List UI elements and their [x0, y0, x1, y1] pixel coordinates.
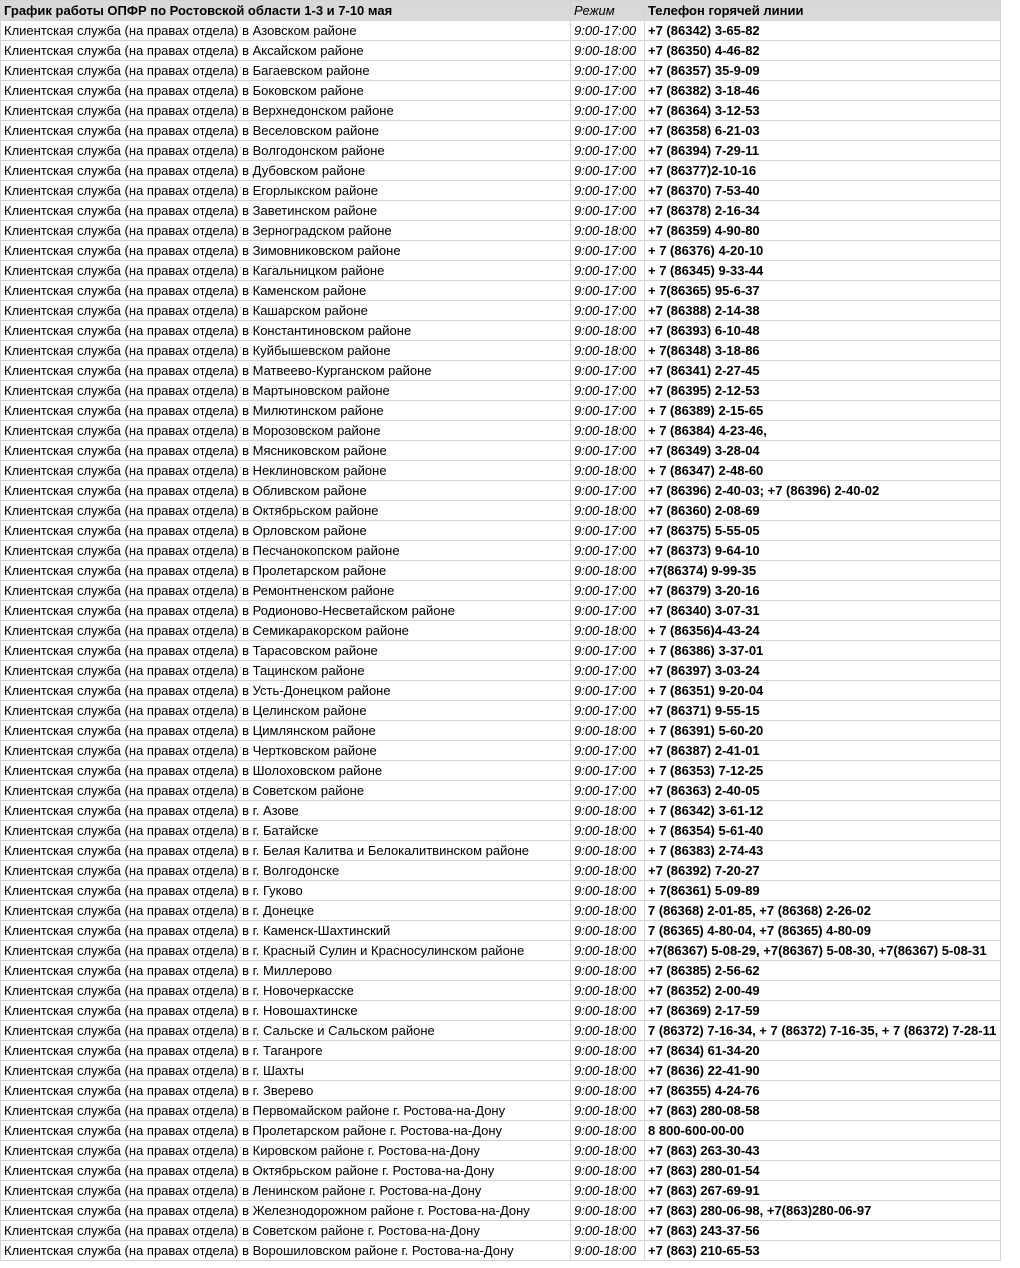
table-row: [1, 961, 1001, 981]
phone-cell: +7 (86359) 4-90-80: [645, 221, 1001, 241]
table-row: [1, 1061, 1001, 1081]
mode-cell: 9:00-18:00: [571, 801, 645, 821]
table-row: [1, 661, 1001, 681]
mode-cell: 9:00-17:00: [571, 101, 645, 121]
office-cell: Клиентская служба (на правах отдела) в г. Шахты: [1, 1061, 571, 1081]
office-cell: Клиентская служба (на правах отдела) в г. Таганроге: [1, 1041, 571, 1061]
table-row: [1, 461, 1001, 481]
phone-cell: +7 (86375) 5-55-05: [645, 521, 1001, 541]
mode-cell: 9:00-17:00: [571, 281, 645, 301]
mode-cell: 9:00-17:00: [571, 361, 645, 381]
phone-cell: +7 (86360) 2-08-69: [645, 501, 1001, 521]
table-row: [1, 1041, 1001, 1061]
office-cell: Клиентская служба (на правах отдела) в г. Азове: [1, 801, 571, 821]
mode-cell: 9:00-17:00: [571, 541, 645, 561]
table-row: [1, 101, 1001, 121]
phone-cell: +7 (86378) 2-16-34: [645, 201, 1001, 221]
phone-cell: +7 (86397) 3-03-24: [645, 661, 1001, 681]
phone-cell: +7 (86379) 3-20-16: [645, 581, 1001, 601]
phone-cell: +7 (863) 210-65-53: [645, 1241, 1001, 1261]
phone-cell: + 7 (86345) 9-33-44: [645, 261, 1001, 281]
office-cell: Клиентская служба (на правах отдела) в Аксайском районе: [1, 41, 571, 61]
mode-cell: 9:00-18:00: [571, 901, 645, 921]
mode-cell: 9:00-17:00: [571, 521, 645, 541]
phone-cell: +7 (86364) 3-12-53: [645, 101, 1001, 121]
phone-cell: + 7(86361) 5-09-89: [645, 881, 1001, 901]
table-row: [1, 341, 1001, 361]
phone-cell: +7 (863) 263-30-43: [645, 1141, 1001, 1161]
table-row: [1, 21, 1001, 41]
table-row: [1, 621, 1001, 641]
table-row: [1, 181, 1001, 201]
table-row: [1, 521, 1001, 541]
phone-cell: 7 (86365) 4-80-04, +7 (86365) 4-80-09: [645, 921, 1001, 941]
phone-cell: +7 (863) 280-08-58: [645, 1101, 1001, 1121]
table-row: [1, 941, 1001, 961]
mode-cell: 9:00-17:00: [571, 301, 645, 321]
phone-cell: +7 (863) 280-06-98, +7(863)280-06-97: [645, 1201, 1001, 1221]
office-cell: Клиентская служба (на правах отдела) в г. Гуково: [1, 881, 571, 901]
phone-cell: + 7 (86391) 5-60-20: [645, 721, 1001, 741]
mode-cell: 9:00-17:00: [571, 141, 645, 161]
phone-cell: +7 (86396) 2-40-03; +7 (86396) 2-40-02: [645, 481, 1001, 501]
header-row: [1, 1, 1001, 21]
mode-cell: 9:00-18:00: [571, 821, 645, 841]
mode-cell: 9:00-17:00: [571, 181, 645, 201]
mode-cell: 9:00-17:00: [571, 61, 645, 81]
phone-cell: +7 (86341) 2-27-45: [645, 361, 1001, 381]
office-cell: Клиентская служба (на правах отдела) в г. Зверево: [1, 1081, 571, 1101]
mode-cell: 9:00-17:00: [571, 381, 645, 401]
mode-cell: 9:00-18:00: [571, 841, 645, 861]
office-cell: Клиентская служба (на правах отдела) в г. Батайске: [1, 821, 571, 841]
mode-cell: 9:00-17:00: [571, 601, 645, 621]
table-row: [1, 441, 1001, 461]
header-mode: Режим: [571, 1, 645, 21]
phone-cell: +7(86367) 5-08-29, +7(86367) 5-08-30, +7(86367) 5-08-31: [645, 941, 1001, 961]
mode-cell: 9:00-18:00: [571, 1081, 645, 1101]
phone-cell: + 7(86348) 3-18-86: [645, 341, 1001, 361]
mode-cell: 9:00-17:00: [571, 261, 645, 281]
office-cell: Клиентская служба (на правах отдела) в Заветинском районе: [1, 201, 571, 221]
phone-cell: 7 (86368) 2-01-85, +7 (86368) 2-26-02: [645, 901, 1001, 921]
mode-cell: 9:00-17:00: [571, 201, 645, 221]
table-row: [1, 201, 1001, 221]
mode-cell: 9:00-18:00: [571, 341, 645, 361]
phone-cell: +7 (863) 243-37-56: [645, 1221, 1001, 1241]
office-cell: Клиентская служба (на правах отдела) в г. Новошахтинске: [1, 1001, 571, 1021]
table-row: [1, 981, 1001, 1001]
table-row: [1, 1121, 1001, 1141]
table-row: [1, 581, 1001, 601]
phone-cell: + 7 (86353) 7-12-25: [645, 761, 1001, 781]
mode-cell: 9:00-18:00: [571, 1001, 645, 1021]
office-cell: Клиентская служба (на правах отдела) в Цимлянском районе: [1, 721, 571, 741]
office-cell: Клиентская служба (на правах отдела) в Боковском районе: [1, 81, 571, 101]
phone-cell: + 7 (86351) 9-20-04: [645, 681, 1001, 701]
table-row: [1, 221, 1001, 241]
table-row: [1, 281, 1001, 301]
mode-cell: 9:00-18:00: [571, 421, 645, 441]
table-row: [1, 781, 1001, 801]
office-cell: Клиентская служба (на правах отдела) в г. Новочеркасске: [1, 981, 571, 1001]
phone-cell: +7 (86363) 2-40-05: [645, 781, 1001, 801]
office-cell: Клиентская служба (на правах отдела) в Первомайском районе г. Ростова-на-Дону: [1, 1101, 571, 1121]
phone-cell: +7 (86394) 7-29-11: [645, 141, 1001, 161]
mode-cell: 9:00-18:00: [571, 1101, 645, 1121]
office-cell: Клиентская служба (на правах отдела) в Зерноградском районе: [1, 221, 571, 241]
mode-cell: 9:00-18:00: [571, 921, 645, 941]
office-cell: Клиентская служба (на правах отдела) в Песчанокопском районе: [1, 541, 571, 561]
mode-cell: 9:00-18:00: [571, 1041, 645, 1061]
header-phone: Телефон горячей линии: [645, 1, 1001, 21]
office-cell: Клиентская служба (на правах отдела) в Ворошиловском районе г. Ростова-на-Дону: [1, 1241, 571, 1261]
phone-cell: +7 (8636) 22-41-90: [645, 1061, 1001, 1081]
office-cell: Клиентская служба (на правах отдела) в г. Волгодонске: [1, 861, 571, 881]
mode-cell: 9:00-18:00: [571, 501, 645, 521]
table-row: [1, 1101, 1001, 1121]
table-row: [1, 241, 1001, 261]
table-row: [1, 721, 1001, 741]
mode-cell: 9:00-18:00: [571, 1121, 645, 1141]
mode-cell: 9:00-18:00: [571, 861, 645, 881]
table-row: [1, 741, 1001, 761]
phone-cell: +7 (86358) 6-21-03: [645, 121, 1001, 141]
phone-cell: +7 (86388) 2-14-38: [645, 301, 1001, 321]
mode-cell: 9:00-18:00: [571, 1221, 645, 1241]
mode-cell: 9:00-18:00: [571, 941, 645, 961]
office-cell: Клиентская служба (на правах отдела) в г. Сальске и Сальском районе: [1, 1021, 571, 1041]
table-row: [1, 1021, 1001, 1041]
office-cell: Клиентская служба (на правах отдела) в Каменском районе: [1, 281, 571, 301]
office-cell: Клиентская служба (на правах отдела) в Матвеево-Курганском районе: [1, 361, 571, 381]
table-row: [1, 161, 1001, 181]
office-cell: Клиентская служба (на правах отдела) в Тарасовском районе: [1, 641, 571, 661]
phone-cell: + 7 (86386) 3-37-01: [645, 641, 1001, 661]
office-cell: Клиентская служба (на правах отдела) в Азовском районе: [1, 21, 571, 41]
office-cell: Клиентская служба (на правах отдела) в Неклиновском районе: [1, 461, 571, 481]
mode-cell: 9:00-18:00: [571, 1161, 645, 1181]
table-row: [1, 381, 1001, 401]
phone-cell: + 7 (86389) 2-15-65: [645, 401, 1001, 421]
table-row: [1, 81, 1001, 101]
phone-cell: +7 (86370) 7-53-40: [645, 181, 1001, 201]
office-cell: Клиентская служба (на правах отдела) в Куйбышевском районе: [1, 341, 571, 361]
office-cell: Клиентская служба (на правах отдела) в Октябрьском районе г. Ростова-на-Дону: [1, 1161, 571, 1181]
table-row: [1, 1161, 1001, 1181]
office-cell: Клиентская служба (на правах отдела) в Шолоховском районе: [1, 761, 571, 781]
phone-cell: +7 (86355) 4-24-76: [645, 1081, 1001, 1101]
office-cell: Клиентская служба (на правах отдела) в Октябрьском районе: [1, 501, 571, 521]
office-cell: Клиентская служба (на правах отдела) в г. Белая Калитва и Белокалитвинском районе: [1, 841, 571, 861]
office-cell: Клиентская служба (на правах отдела) в Мясниковском районе: [1, 441, 571, 461]
phone-cell: +7 (86357) 35-9-09: [645, 61, 1001, 81]
phone-cell: +7 (86377)2-10-16: [645, 161, 1001, 181]
phone-cell: +7 (86387) 2-41-01: [645, 741, 1001, 761]
mode-cell: 9:00-18:00: [571, 41, 645, 61]
office-cell: Клиентская служба (на правах отдела) в г. Миллерово: [1, 961, 571, 981]
mode-cell: 9:00-18:00: [571, 1141, 645, 1161]
office-cell: Клиентская служба (на правах отдела) в Родионово-Несветайском районе: [1, 601, 571, 621]
mode-cell: 9:00-17:00: [571, 121, 645, 141]
office-cell: Клиентская служба (на правах отдела) в Мартыновском районе: [1, 381, 571, 401]
table-row: [1, 761, 1001, 781]
office-cell: Клиентская служба (на правах отдела) в Дубовском районе: [1, 161, 571, 181]
mode-cell: 9:00-18:00: [571, 1021, 645, 1041]
phone-cell: +7 (86352) 2-00-49: [645, 981, 1001, 1001]
office-cell: Клиентская служба (на правах отдела) в Морозовском районе: [1, 421, 571, 441]
phone-cell: +7 (86392) 7-20-27: [645, 861, 1001, 881]
table-row: [1, 881, 1001, 901]
office-cell: Клиентская служба (на правах отдела) в Обливском районе: [1, 481, 571, 501]
phone-cell: +7 (86371) 9-55-15: [645, 701, 1001, 721]
phone-cell: +7 (86385) 2-56-62: [645, 961, 1001, 981]
mode-cell: 9:00-18:00: [571, 621, 645, 641]
table-row: [1, 1201, 1001, 1221]
table-row: [1, 481, 1001, 501]
phone-cell: +7 (86393) 6-10-48: [645, 321, 1001, 341]
table-row: [1, 841, 1001, 861]
table-row: [1, 501, 1001, 521]
table-row: [1, 121, 1001, 141]
table-row: [1, 321, 1001, 341]
table-row: [1, 901, 1001, 921]
office-cell: Клиентская служба (на правах отдела) в Пролетарском районе г. Ростова-на-Дону: [1, 1121, 571, 1141]
table-row: [1, 41, 1001, 61]
office-cell: Клиентская служба (на правах отдела) в Пролетарском районе: [1, 561, 571, 581]
phone-cell: + 7 (86354) 5-61-40: [645, 821, 1001, 841]
office-cell: Клиентская служба (на правах отдела) в Целинском районе: [1, 701, 571, 721]
phone-cell: +7 (86350) 4-46-82: [645, 41, 1001, 61]
office-cell: Клиентская служба (на правах отдела) в Тацинском районе: [1, 661, 571, 681]
table-row: [1, 1181, 1001, 1201]
mode-cell: 9:00-17:00: [571, 701, 645, 721]
office-cell: Клиентская служба (на правах отдела) в г. Донецке: [1, 901, 571, 921]
mode-cell: 9:00-18:00: [571, 1241, 645, 1261]
office-cell: Клиентская служба (на правах отдела) в Верхнедонском районе: [1, 101, 571, 121]
office-cell: Клиентская служба (на правах отдела) в Орловском районе: [1, 521, 571, 541]
table-row: [1, 861, 1001, 881]
table-row: [1, 361, 1001, 381]
phone-cell: +7 (86340) 3-07-31: [645, 601, 1001, 621]
phone-cell: + 7 (86383) 2-74-43: [645, 841, 1001, 861]
mode-cell: 9:00-17:00: [571, 161, 645, 181]
phone-cell: + 7 (86384) 4-23-46,: [645, 421, 1001, 441]
mode-cell: 9:00-17:00: [571, 481, 645, 501]
table-row: [1, 421, 1001, 441]
phone-cell: + 7 (86347) 2-48-60: [645, 461, 1001, 481]
office-cell: Клиентская служба (на правах отдела) в Железнодорожном районе г. Ростова-на-Дону: [1, 1201, 571, 1221]
table-row: [1, 1241, 1001, 1261]
office-cell: Клиентская служба (на правах отдела) в г. Красный Сулин и Красносулинском районе: [1, 941, 571, 961]
office-cell: Клиентская служба (на правах отдела) в Кировском районе г. Ростова-на-Дону: [1, 1141, 571, 1161]
table-row: [1, 681, 1001, 701]
table-row: [1, 1141, 1001, 1161]
mode-cell: 9:00-18:00: [571, 1201, 645, 1221]
phone-cell: +7 (86342) 3-65-82: [645, 21, 1001, 41]
phone-cell: +7 (86395) 2-12-53: [645, 381, 1001, 401]
table-row: [1, 801, 1001, 821]
office-cell: Клиентская служба (на правах отдела) в Ремонтненском районе: [1, 581, 571, 601]
phone-cell: +7 (86349) 3-28-04: [645, 441, 1001, 461]
table-row: [1, 561, 1001, 581]
mode-cell: 9:00-18:00: [571, 321, 645, 341]
table-row: [1, 921, 1001, 941]
phone-cell: 7 (86372) 7-16-34, + 7 (86372) 7-16-35, + 7 (86372) 7-28-11: [645, 1021, 1001, 1041]
mode-cell: 9:00-17:00: [571, 761, 645, 781]
office-cell: Клиентская служба (на правах отдела) в Багаевском районе: [1, 61, 571, 81]
phone-cell: + 7 (86342) 3-61-12: [645, 801, 1001, 821]
header-title: График работы ОПФР по Ростовской области 1-3 и 7-10 мая: [1, 1, 571, 21]
table-row: [1, 61, 1001, 81]
phone-cell: +7 (863) 280-01-54: [645, 1161, 1001, 1181]
table-row: [1, 1081, 1001, 1101]
table-row: [1, 601, 1001, 621]
mode-cell: 9:00-18:00: [571, 981, 645, 1001]
mode-cell: 9:00-18:00: [571, 461, 645, 481]
mode-cell: 9:00-17:00: [571, 681, 645, 701]
table-row: [1, 261, 1001, 281]
table-row: [1, 1221, 1001, 1241]
office-cell: Клиентская служба (на правах отдела) в Егорлыкском районе: [1, 181, 571, 201]
office-cell: Клиентская служба (на правах отдела) в Чертковском районе: [1, 741, 571, 761]
table-row: [1, 401, 1001, 421]
table-row: [1, 701, 1001, 721]
phone-cell: + 7(86365) 95-6-37: [645, 281, 1001, 301]
phone-cell: +7 (86382) 3-18-46: [645, 81, 1001, 101]
mode-cell: 9:00-17:00: [571, 581, 645, 601]
table-row: [1, 641, 1001, 661]
table-row: [1, 1001, 1001, 1021]
office-cell: Клиентская служба (на правах отдела) в Семикаракорском районе: [1, 621, 571, 641]
mode-cell: 9:00-18:00: [571, 221, 645, 241]
mode-cell: 9:00-17:00: [571, 441, 645, 461]
office-cell: Клиентская служба (на правах отдела) в Усть-Донецком районе: [1, 681, 571, 701]
office-cell: Клиентская служба (на правах отдела) в Константиновском районе: [1, 321, 571, 341]
mode-cell: 9:00-18:00: [571, 961, 645, 981]
table-row: [1, 541, 1001, 561]
office-cell: Клиентская служба (на правах отдела) в г. Каменск-Шахтинский: [1, 921, 571, 941]
mode-cell: 9:00-17:00: [571, 741, 645, 761]
table-row: [1, 301, 1001, 321]
phone-cell: +7 (86369) 2-17-59: [645, 1001, 1001, 1021]
mode-cell: 9:00-18:00: [571, 1181, 645, 1201]
mode-cell: 9:00-17:00: [571, 781, 645, 801]
mode-cell: 9:00-18:00: [571, 1061, 645, 1081]
office-cell: Клиентская служба (на правах отдела) в Кагальницком районе: [1, 261, 571, 281]
office-cell: Клиентская служба (на правах отдела) в Ленинском районе г. Ростова-на-Дону: [1, 1181, 571, 1201]
mode-cell: 9:00-18:00: [571, 721, 645, 741]
mode-cell: 9:00-18:00: [571, 881, 645, 901]
table-row: [1, 141, 1001, 161]
mode-cell: 9:00-17:00: [571, 641, 645, 661]
phone-cell: + 7 (86356)4-43-24: [645, 621, 1001, 641]
phone-cell: +7 (8634) 61-34-20: [645, 1041, 1001, 1061]
mode-cell: 9:00-17:00: [571, 661, 645, 681]
table-row: [1, 821, 1001, 841]
phone-cell: +7 (86373) 9-64-10: [645, 541, 1001, 561]
phone-cell: +7 (863) 267-69-91: [645, 1181, 1001, 1201]
mode-cell: 9:00-17:00: [571, 241, 645, 261]
phone-cell: 8 800-600-00-00: [645, 1121, 1001, 1141]
office-cell: Клиентская служба (на правах отдела) в Советском районе: [1, 781, 571, 801]
office-cell: Клиентская служба (на правах отдела) в Кашарском районе: [1, 301, 571, 321]
mode-cell: 9:00-17:00: [571, 21, 645, 41]
office-cell: Клиентская служба (на правах отдела) в Советском районе г. Ростова-на-Дону: [1, 1221, 571, 1241]
phone-cell: +7(86374) 9-99-35: [645, 561, 1001, 581]
mode-cell: 9:00-18:00: [571, 561, 645, 581]
office-cell: Клиентская служба (на правах отдела) в Милютинском районе: [1, 401, 571, 421]
phone-cell: + 7 (86376) 4-20-10: [645, 241, 1001, 261]
office-cell: Клиентская служба (на правах отдела) в Волгодонском районе: [1, 141, 571, 161]
mode-cell: 9:00-17:00: [571, 401, 645, 421]
office-cell: Клиентская служба (на правах отдела) в Веселовском районе: [1, 121, 571, 141]
office-cell: Клиентская служба (на правах отдела) в Зимовниковском районе: [1, 241, 571, 261]
mode-cell: 9:00-17:00: [571, 81, 645, 101]
